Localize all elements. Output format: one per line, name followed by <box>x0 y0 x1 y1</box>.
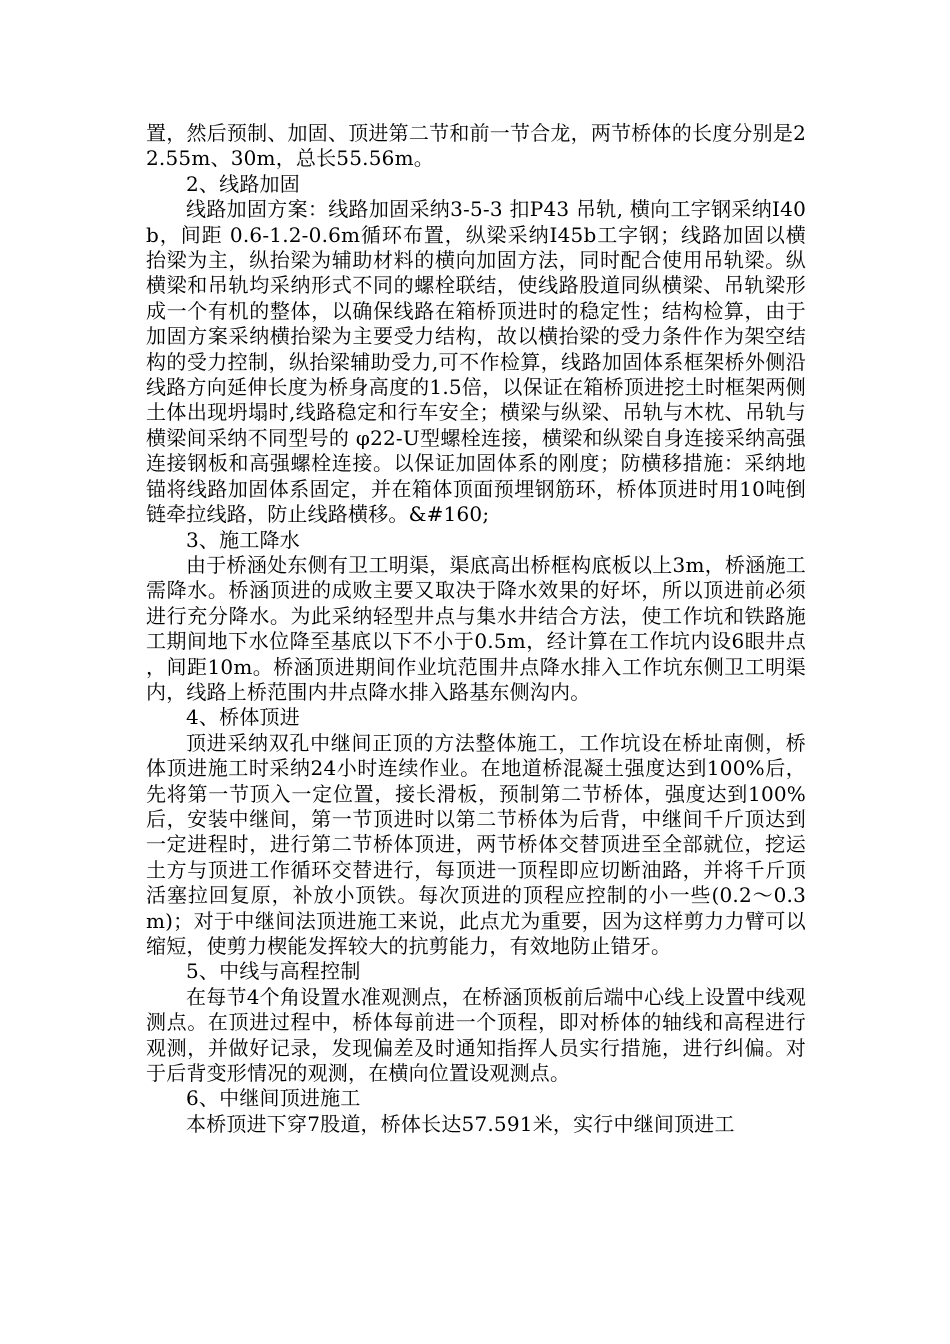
paragraph-line-reinforcement: 线路加固方案：线路加固采纳3-5-3 扣P43 吊轨, 横向工字钢采纳I40b，间距 0.6-1.2-0.6m循环布置，纵梁采纳I45b工字钢；线路加固以横抬梁为主，纵抬梁为辅助材料的横向加固方法，同时配合使用吊轨梁。纵横梁和吊轨均采纳形式不同的螺栓联结，使线路股道同纵横梁、吊轨梁形成一个有机的整体，以确保线路在箱桥顶进时的稳定性；结构检算，由于加固方案采纳横抬梁为主要受力结构，故以横抬梁的受力条件作为架空结构的受力控制，纵抬梁辅助受力,可不作检算，线路加固体系框架桥外侧沿线路方向延伸长度为桥身高度的1.5倍，以保证在箱桥顶进挖土时框架两侧土体出现坍塌时,线路稳定和行车安全；横梁与纵梁、吊轨与木枕、吊轨与横梁间采纳不同型号的 φ22-U型螺栓连接，横梁和纵梁自身连接采纳高强连接钢板和高强螺栓连接。以保证加固体系的刚度；防横移措施：采纳地锚将线路加固体系固定，并在箱体顶面预埋钢筋环，桥体顶进时用10吨倒链牵拉线路，防止线路横移。&#160; <box>146 197 806 527</box>
heading-intermediate-jacking: 6、中继间顶进施工 <box>186 1086 361 1111</box>
paragraph-bridge-jacking: 顶进采纳双孔中继间正顶的方法整体施工，工作坑设在桥址南侧，桥体顶进施工时采纳24小时连续作业。在地道桥混凝土强度达到100%后，先将第一节顶入一定位置，接长滑板，预制第二节桥体，强度达到100%后，安装中继间，第一节顶进时以第二节桥体为后背，中继间千斤顶达到一定进程时，进行第二节桥体顶进，两节桥体交替顶进至全部就位，挖运土方与顶进工作循环交替进行，每顶进一顶程即应切断油路，并将千斤顶活塞拉回复原，补放小顶铁。每次顶进的顶程应控制的小一些(0.2～0.3 m)；对于中继间法顶进施工来说，此点尤为重要，因为这样剪力力臂可以缩短，使剪力楔能发挥较大的抗剪能力，有效地防止错牙。 <box>146 730 806 958</box>
heading-bridge-jacking: 4、桥体顶进 <box>186 705 300 730</box>
paragraph-dewatering: 由于桥涵处东侧有卫工明渠，渠底高出桥框构底板以上3m，桥涵施工需降水。桥涵顶进的成败主要又取决于降水效果的好坏，所以顶进前必须进行充分降水。为此采纳轻型井点与集水井结合方法，使工作坑和铁路施工期间地下水位降至基底以下不小于0.5m，经计算在工作坑内设6眼井点，间距10m。桥涵顶进期间作业坑范围井点降水排入工作坑东侧卫工明渠内，线路上桥范围内井点降水排入路基东侧沟内。 <box>146 552 806 704</box>
paragraph-bridge-length: 置，然后预制、加固、顶进第二节和前一节合龙，两节桥体的长度分别是22.55m、30m，总长55.56m。 <box>146 121 806 171</box>
paragraph-centerline-elevation-control: 在每节4个角设置水准观测点，在桥涵顶板前后端中心线上设置中线观测点。在顶进过程中，桥体每前进一个顶程，即对桥体的轴线和高程进行观测，并做好记录，发现偏差及时通知指挥人员实行措施，进行纠偏。对于后背变形情况的观测，在横向位置设观测点。 <box>146 984 806 1086</box>
heading-dewatering: 3、施工降水 <box>186 527 300 552</box>
document-page <box>146 121 806 1137</box>
paragraph-intermediate-jacking: 本桥顶进下穿7股道，桥体长达57.591米，实行中继间顶进工 <box>186 1111 735 1136</box>
heading-line-reinforcement: 2、线路加固 <box>186 171 300 196</box>
heading-centerline-elevation-control: 5、中线与高程控制 <box>186 959 361 984</box>
